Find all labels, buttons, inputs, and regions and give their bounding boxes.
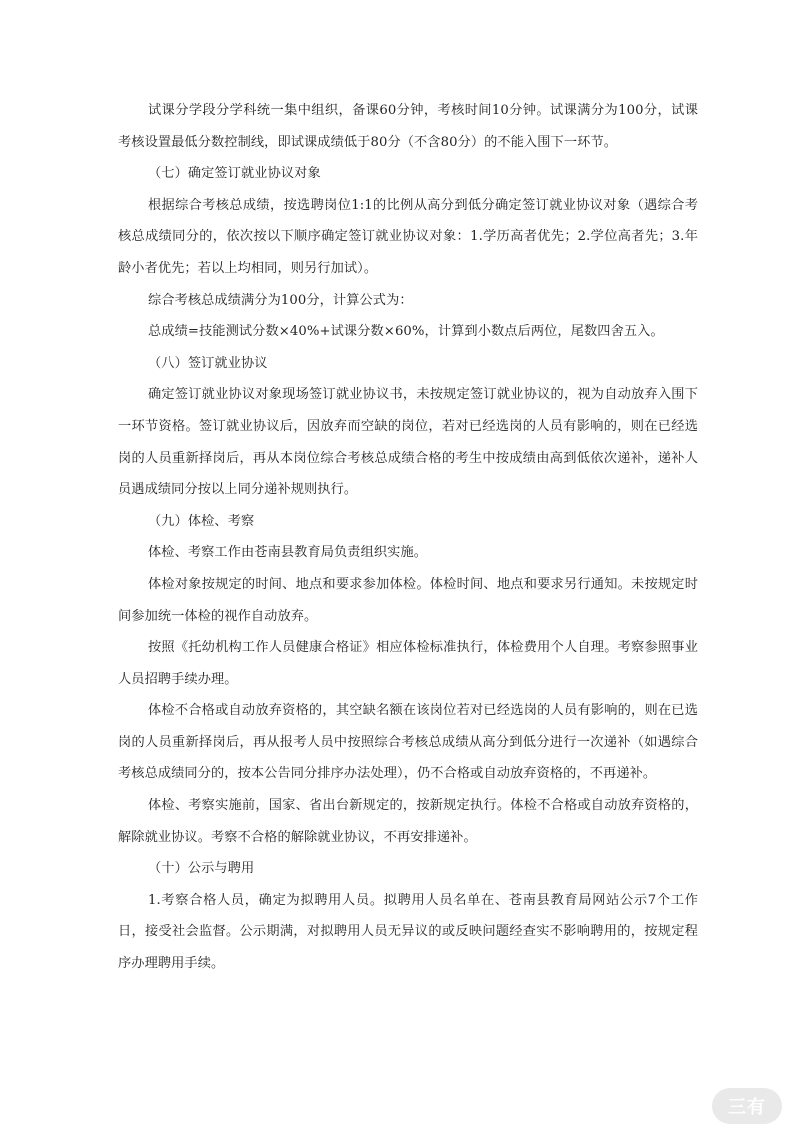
paragraph-exam-organizer: 体检、考察工作由苍南县教育局负责组织实施。 (148, 545, 428, 561)
paragraph-total-score: 综合考核总成绩满分为100分，计算公式为： (148, 292, 413, 308)
paragraph-exam-schedule: 体检对象按规定的时间、地点和要求参加体检。体检时间、地点和要求另行通知。未按规定时间参加统一体检的视作自动放弃。 (118, 576, 698, 624)
heading-section-10: （十）公示与聘用 (148, 861, 255, 877)
paragraph-score-formula: 总成绩=技能测试分数×40%+试课分数×60%，计算到小数点后两位，尾数四舍五入。 (148, 324, 664, 340)
watermark-logo (712, 1088, 782, 1124)
heading-section-9: （九）体检、考察 (148, 513, 255, 529)
paragraph-new-regulations: 体检、考察实施前，国家、省出台新规定的，按新规定执行。体检不合格或自动放弃资格的，解除就业协议。考察不合格的解除就业协议，不再安排递补。 (118, 798, 698, 845)
document-body (118, 95, 698, 980)
paragraph-vacancy-supplement: 体检不合格或自动放弃资格的，其空缺名额在该岗位若对已经选岗的人员有影响的，则在已选岗的人员重新择岗后，再从报考人员中按照综合考核总成绩从高分到低分进行一次递补（如遇综合考核总成绩同分的，按本公告同分排序办法处理），仍不合格或自动放弃资格的，不再递补。 (118, 703, 698, 782)
heading-section-7: （七）确定签订就业协议对象 (148, 166, 321, 182)
paragraph-trial-lesson: 试课分学段分学科统一集中组织，备课60分钟，考核时间10分钟。试课满分为100分，试课考核设置最低分数控制线，即试课成绩低于80分（不含80分）的不能入围下一环节。 (118, 103, 698, 150)
paragraph-agreement-ranking: 根据综合考核总成绩，按选聘岗位1:1的比例从高分到低分确定签订就业协议对象（遇综合考核总成绩同分的，依次按以下顺序确定签订就业协议对象：1.学历高者优先；2.学位高者先；3.年龄小者优先；若以上均相同，则另行加试）。 (118, 197, 698, 276)
heading-section-8: （八）签订就业协议 (148, 355, 268, 371)
paragraph-publicity-hiring: 1.考察合格人员，确定为拟聘用人员。拟聘用人员名单在、苍南县教育局网站公示7个工作日，接受社会监督。公示期满，对拟聘用人员无异议的或反映问题经查实不影响聘用的，按规定程序办理聘用手续。 (118, 892, 698, 972)
watermark-text: 三有 (728, 1097, 766, 1118)
paragraph-health-standard: 按照《托幼机构工作人员健康合格证》相应体检标准执行，体检费用个人自理。考察参照事业人员招聘手续办理。 (118, 640, 698, 687)
paragraph-sign-agreement: 确定签订就业协议对象现场签订就业协议书，未按规定签订就业协议的，视为自动放弃入围下一环节资格。签订就业协议后，因放弃而空缺的岗位，若对已经选岗的人员有影响的，则在已经选岗的人员重新择岗后，再从本岗位综合考核总成绩合格的考生中按成绩由高到低依次递补，递补人员遇成绩同分按以上同分递补规则执行。 (118, 387, 698, 498)
